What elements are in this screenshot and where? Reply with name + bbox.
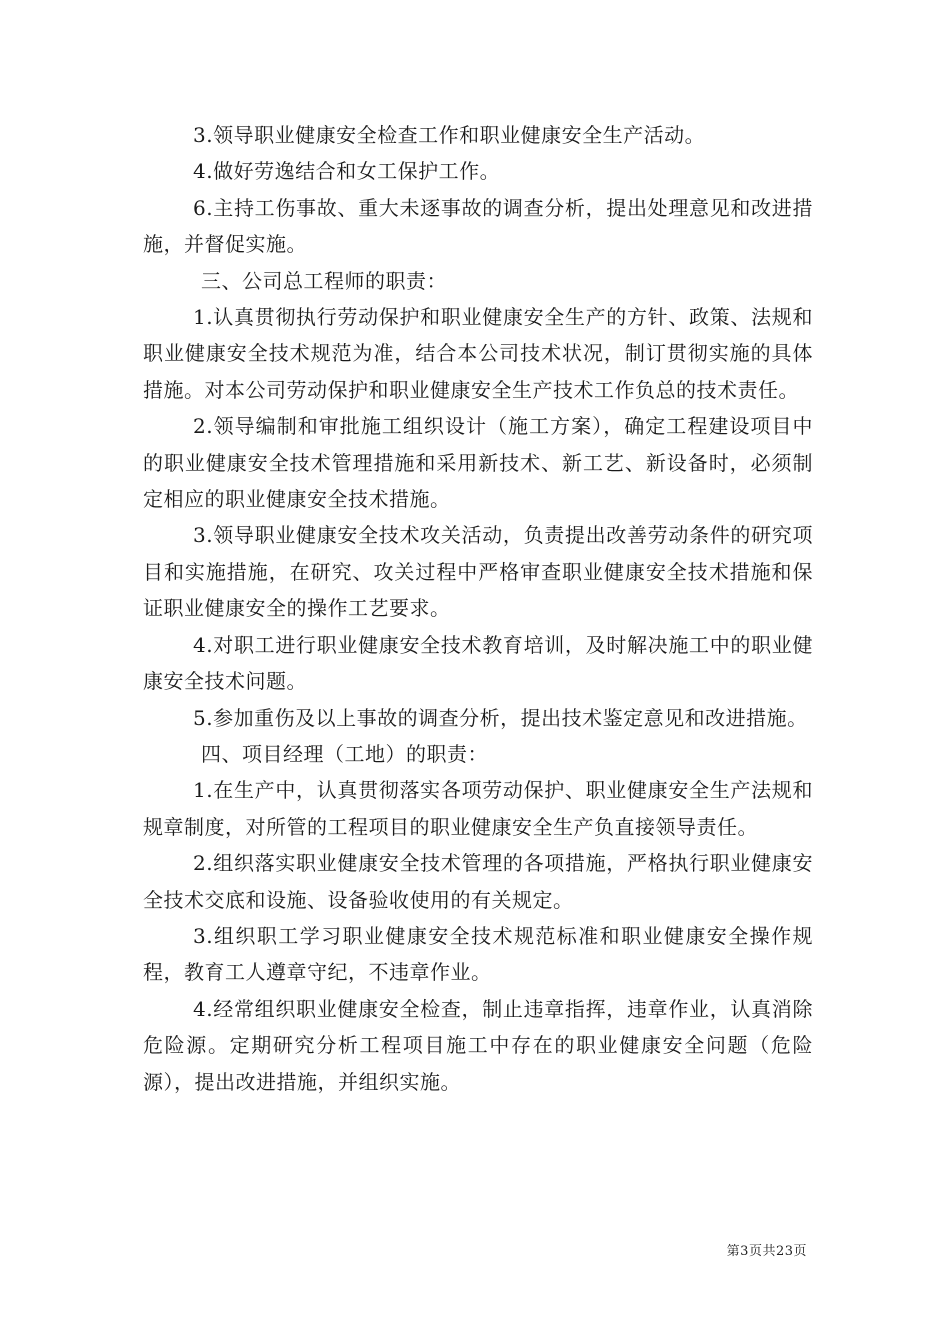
paragraph-item: 4.做好劳逸结合和女工保护工作。 bbox=[193, 159, 501, 184]
paragraph-item: 2.领导编制和审批施工组织设计（施工方案），确定工程建设项目中的职业健康安全技术管理措施和采用新技术、新工艺、新设备时，必须制定相应的职业健康安全技术措施。 bbox=[143, 414, 813, 512]
paragraph-item: 3.领导职业健康安全检查工作和职业健康安全生产活动。 bbox=[193, 123, 706, 147]
paragraph-item: 4.对职工进行职业健康安全技术教育培训，及时解决施工中的职业健康安全技术问题。 bbox=[143, 632, 813, 694]
page-number: 第3页共23页 bbox=[726, 1244, 807, 1259]
paragraph-item: 3.组织职工学习职业健康安全技术规范标准和职业健康安全操作规程，教育工人遵章守纪，不违章作业。 bbox=[143, 923, 813, 985]
paragraph-item: 6.主持工伤事故、重大未逐事故的调查分析，提出处理意见和改进措施，并督促实施。 bbox=[143, 195, 813, 257]
paragraph-item: 2.组织落实职业健康安全技术管理的各项措施，严格执行职业健康安全技术交底和设施、设备验收使用的有关规定。 bbox=[143, 851, 813, 912]
paragraph-item: 1.认真贯彻执行劳动保护和职业健康安全生产的方针、政策、法规和职业健康安全技术规范为准，结合本公司技术状况，制订贯彻实施的具体措施。对本公司劳动保护和职业健康安全生产技术工作负总的技术责任。 bbox=[143, 305, 813, 402]
document-body bbox=[143, 117, 813, 1100]
paragraph-item: 3.领导职业健康安全技术攻关活动，负责提出改善劳动条件的研究项目和实施措施，在研究、攻关过程中严格审查职业健康安全技术措施和保证职业健康安全的操作工艺要求。 bbox=[143, 523, 813, 621]
paragraph-item: 5.参加重伤及以上事故的调查分析，提出技术鉴定意见和改进措施。 bbox=[193, 705, 808, 730]
paragraph-item: 4.经常组织职业健康安全检查，制止违章指挥，违章作业，认真消除危险源。定期研究分析工程项目施工中存在的职业健康安全问题（危险源），提出改进措施，并组织实施。 bbox=[143, 996, 813, 1094]
section-heading: 三、公司总工程师的职责： bbox=[201, 268, 447, 293]
section-heading: 四、项目经理（工地）的职责： bbox=[201, 741, 488, 766]
paragraph-item: 1.在生产中，认真贯彻落实各项劳动保护、职业健康安全生产法规和规章制度，对所管的工程项目的职业健康安全生产负直接领导责任。 bbox=[143, 778, 813, 839]
